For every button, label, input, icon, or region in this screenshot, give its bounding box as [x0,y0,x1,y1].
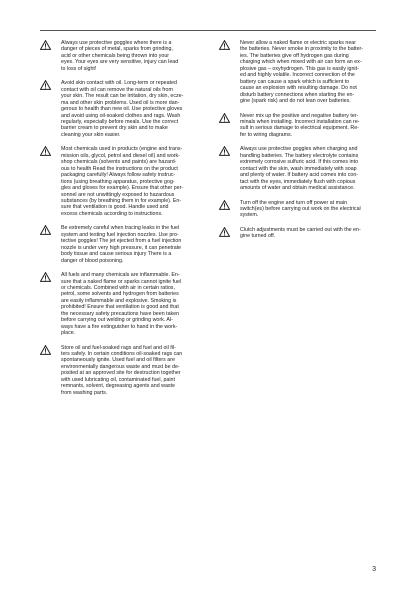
warning-text: Clutch adjustments must be carried out with the en- gine turned off. [240,226,361,240]
warning-triangle-icon [40,40,51,50]
page-number: 3 [372,566,376,573]
warning-item [219,227,377,240]
warning-text: Most chemicals used in products (engine and trans- mission oils, glycol, petrol and diesel oil) and work- shop chemicals (solvents and paints) are hazard- ous to health Read the instructions on the product packaging carefully! Always follow safety instruc- tions (using breathing apparatus, protective gog- gles and gloves for example). Ensure that other per- sonnel are not unwittingly exposed to hazardous substances (by breathing them in for example). En- sure that ventilation is good. Handle used and excess chemicals according to instructions. [61,146,184,217]
warning-text: Never allow a naked flame or electric sparks near the batteries. Never smoke in proximity to the batter- ies. The batteries give off hydrogen gas during charging which when mixed with air can form an ex- plosive gas – oxyhydrogen. This gas is easily ignit- ed and highly volatile. Incorrect connection of the battery can cause a spark which is sufficient to cause an explosion with resulting damage. Do not disturb battery connections when starting the en- gine (spark risk) and do not lean over batteries. [240,40,364,105]
warning-triangle-icon [40,225,51,235]
warning-text: Never mix up the positive and negative battery ter- minals when installing. Incorrect installation can re- sult in serious damage to electrical equipment. Re- fer to wiring diagrams. [240,112,360,138]
warning-text: Be extremely careful when tracing leaks in the fuel system and testing fuel injection nozzles. Use pro- tective goggles! The jet ejected from a fuel injection nozzle is under very high pressure, it can penetrate body tissue and cause serious injury There is a danger of blood poisoning. [61,225,182,264]
warning-item [219,146,377,191]
warning-triangle-icon [219,200,230,210]
warning-text: Always use protective goggles when charging and handling batteries. The battery electrolyte contains extremely corrosive sulfuric acid. If this comes into contact with the skin, wash immediately with soap and plenty of water. If battery acid comes into con- tact with the eyes, immediately flush with copious amounts of water and obtain medical assistance. [240,146,359,192]
warning-triangle-icon [40,80,51,90]
warning-triangle-icon [40,146,51,156]
warning-text: All fuels and many chemicals are inflammable. En- sure that a naked flame or sparks cannot ignite fuel or chemicals. Combined with air in certain ratios, petrol, some solvents and hydrogen from batteries are easily inflammable and explosive. Smoking is prohibited! Ensure that ventilation is good and that the necessary safety precautions have been taken before carrying out welding or grinding work. Al- ways have a fire extinguisher to hand in the work- place. [61,272,182,337]
warning-triangle-icon [219,227,230,237]
warning-text: Avoid skin contact with oil. Long-term or repeated contact with oil can remove the natural oils from your skin. The result can be irritation, dry skin, ecze- ma and other skin problems. Used oil is more dan- gerous to health than new oil. Use protective gloves and avoid using oil-soaked clothes and rags. Wash regularly, especially before meals. Use the correct barrier cream to prevent dry skin and to make cleaning your skin easier. [61,80,184,138]
right-column [219,40,377,248]
warning-triangle-icon [219,113,230,123]
left-column [40,40,208,404]
warning-item [40,146,208,217]
warning-item [219,40,377,105]
warning-triangle-icon [219,40,230,50]
warning-item [40,40,208,72]
warning-item [40,345,208,397]
warning-item [40,272,208,337]
warning-text: Store oil and fuel-soaked rags and fuel and oil fil- ters safely. In certain conditions oil-soaked rags can spontaneously ignite. Used fuel and oil filters are environmentally dangerous waste and must be de- posited at an approved site for destruction together with used lubricating oil, contaminated fuel, paint remnants, solvent, degreasing agents and waste from washing parts. [61,344,183,396]
warning-item [40,225,208,264]
warning-text: Turn off the engine and turn off power at main switch(es) before carrying out work on the electrical system. [240,199,361,219]
warning-item [40,80,208,138]
warning-triangle-icon [40,345,51,355]
top-rule [40,30,376,31]
warning-triangle-icon [219,146,230,156]
warning-triangle-icon [40,272,51,282]
warning-item [219,200,377,219]
warning-item [219,113,377,139]
warning-text: Always use protective goggles where there is a danger of pieces of metal, sparks from grinding, acid or other chemicals being thrown into your eyes. Your eyes are very sensitive, injury can lead to loss of sight! [61,40,179,72]
